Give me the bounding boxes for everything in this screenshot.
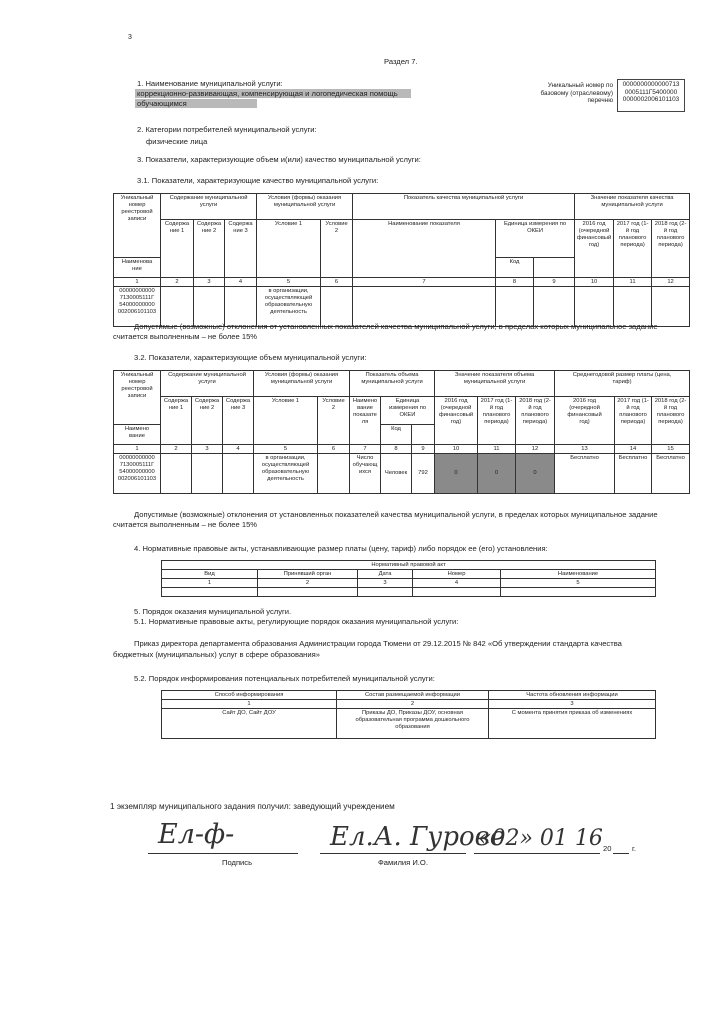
h-u2-l2: 2 bbox=[334, 227, 339, 234]
h2-y2018-l2: й год bbox=[528, 404, 542, 411]
h2-p2016-l1: 2016 год bbox=[573, 397, 597, 404]
h-unit-name-l2: ние bbox=[132, 265, 142, 272]
h-y2016 bbox=[575, 220, 614, 278]
num-cell: 3 bbox=[194, 278, 225, 287]
h2-name-l4: ля bbox=[361, 418, 369, 425]
num-cell: 14 bbox=[615, 445, 652, 454]
h-conditions-l1: Условия (формы) оказания bbox=[267, 194, 342, 201]
empty-cell bbox=[318, 454, 350, 494]
t4-row-method: Сайт ДО, Сайт ДОУ bbox=[162, 709, 337, 739]
h-content bbox=[161, 194, 257, 220]
h2-u2-l1: Условие bbox=[322, 397, 345, 404]
h2-y2017-l2: й год bbox=[489, 404, 504, 411]
year-line bbox=[613, 853, 629, 854]
h2-c2-l2: ние 2 bbox=[199, 404, 215, 411]
h2-unit-l2: измерения по bbox=[388, 404, 427, 411]
h2-c3-l1: Содержа bbox=[225, 397, 251, 404]
num-cell: 2 bbox=[161, 445, 192, 454]
h2-price-l1: Среднегодовой размер платы (цена, bbox=[572, 371, 672, 378]
row-condition-l1: в организации, bbox=[268, 287, 309, 294]
year-prefix: 20 bbox=[603, 844, 612, 853]
tolerance1-line2: считается выполненным – не более 15% bbox=[113, 332, 258, 341]
h-c2-l1: Содержа bbox=[196, 220, 222, 227]
num-cell: 4 bbox=[413, 579, 501, 588]
h2-p2017-l3: планового bbox=[619, 411, 647, 418]
unique-code-l2: 0005111Г5400000 bbox=[624, 88, 678, 96]
h2-y2016 bbox=[435, 397, 478, 445]
h2-content-l1: Содержание муниципальной bbox=[168, 371, 246, 378]
tolerance2-line1: Допустимые (возможные) отклонения от установленных показателей качества муниципальной услуги, в пределах которых муниципальное задание bbox=[134, 510, 658, 519]
h2-p2017-l4: периода) bbox=[620, 418, 646, 425]
h2-p2017-l1: 2017 год (1- bbox=[617, 397, 649, 404]
empty-cell bbox=[321, 287, 353, 327]
h-y2016-l3: финансовый bbox=[576, 234, 612, 241]
h-y2017-l3: планового bbox=[618, 234, 647, 241]
h-y2018-l4: периода) bbox=[658, 241, 683, 248]
empty-cell bbox=[575, 287, 614, 327]
year-suffix: г. bbox=[632, 844, 636, 853]
empty-cell bbox=[534, 287, 575, 327]
unique-code-box bbox=[617, 79, 685, 112]
consumers-label: 2. Категории потребителей муниципальной услуги: bbox=[137, 125, 317, 134]
empty-cell bbox=[501, 588, 656, 597]
h-unique-l1: Уникальный bbox=[120, 194, 154, 201]
h2-y2017-l4: периода) bbox=[484, 418, 509, 425]
table-row bbox=[162, 709, 656, 739]
section-title: Раздел 7. bbox=[384, 57, 418, 66]
t3-h-date: Дата bbox=[358, 570, 413, 579]
row2-p2016: Бесплатно bbox=[555, 454, 615, 494]
fee-acts-table bbox=[161, 560, 656, 597]
h-unit-name bbox=[114, 258, 161, 278]
t3-h-name: Наименование bbox=[501, 570, 656, 579]
h2-value bbox=[435, 371, 555, 397]
h2-y2017 bbox=[478, 397, 516, 445]
num-cell: 10 bbox=[575, 278, 614, 287]
empty-cell bbox=[358, 588, 413, 597]
service-name-line2: обучающимся bbox=[135, 99, 257, 108]
h-c3-l1: Содержа bbox=[228, 220, 253, 227]
h2-p2016-l2: (очередной bbox=[569, 404, 600, 411]
h2-p2018-l4: периода) bbox=[658, 418, 683, 425]
unique-code-label-l3: перечню bbox=[587, 97, 613, 105]
order-line1: Приказ директора департамента образования Администрации города Тюмени от 29.12.2015 № 842 «Об утверждении стандарта качества bbox=[134, 639, 622, 648]
table-row bbox=[162, 588, 656, 597]
h2-unique-l3: реестровой bbox=[121, 385, 153, 392]
unique-code-l3: 0000002006101103 bbox=[622, 96, 680, 104]
h2-conditions-l1: Условия (формы) оказания bbox=[264, 371, 339, 378]
empty-cell bbox=[161, 287, 194, 327]
t4-h-method: Способ информирования bbox=[162, 691, 337, 700]
h2-conditions bbox=[254, 371, 350, 397]
received-note: 1 экземпляр муниципального задания получил: заведующий учреждением bbox=[110, 802, 395, 811]
num-cell: 3 bbox=[489, 700, 656, 709]
row2-indicator bbox=[350, 454, 381, 494]
row-code-l3: 54000000000 bbox=[119, 301, 155, 308]
h2-c1 bbox=[161, 397, 192, 445]
h2-unique bbox=[114, 371, 161, 425]
h2-indicator bbox=[350, 371, 435, 397]
h-content-l1: Содержание муниципальной bbox=[169, 194, 248, 201]
h2-c2 bbox=[192, 397, 223, 445]
h-unit-code: Код bbox=[496, 258, 534, 278]
h-conditions bbox=[257, 194, 353, 220]
volume-table bbox=[113, 370, 690, 494]
h2-content bbox=[161, 371, 254, 397]
h2-unique-l1: Уникальный bbox=[120, 371, 154, 378]
row-code-l2: 7130005111Г bbox=[119, 294, 155, 301]
row2-code-l1: 00000000000 bbox=[119, 454, 155, 461]
h2-price bbox=[555, 371, 690, 397]
h2-price-l2: тариф) bbox=[612, 378, 632, 385]
num-cell: 2 bbox=[161, 278, 194, 287]
h2-unit-name-l1: Наимено bbox=[124, 425, 150, 432]
num-cell: 6 bbox=[318, 445, 350, 454]
tolerance2-line2: считается выполненным – не более 15% bbox=[113, 520, 258, 529]
unique-code-l1: 0000000000000713 bbox=[622, 81, 680, 88]
h2-y2018-l4: периода) bbox=[522, 418, 548, 425]
num-cell: 2 bbox=[337, 700, 489, 709]
h2-indicator-l1: Показатель объема bbox=[365, 371, 419, 378]
row2-indicator-l1: Число bbox=[356, 454, 374, 461]
h-c1-l1: Содержа bbox=[164, 220, 190, 227]
h2-p2018-l1: 2018 год (2- bbox=[654, 397, 687, 404]
num-cell: 7 bbox=[350, 445, 381, 454]
h2-value-l2: муниципальной услуги bbox=[463, 378, 526, 385]
num-cell: 5 bbox=[254, 445, 318, 454]
caption-signature: Подпись bbox=[222, 858, 253, 867]
h2-value-l1: Значение показателя объема bbox=[454, 371, 535, 378]
h2-unique-l2: номер bbox=[128, 378, 146, 385]
num-cell: 9 bbox=[534, 278, 575, 287]
date-line bbox=[474, 853, 600, 854]
num-cell: 8 bbox=[496, 278, 534, 287]
t4-row-content-l3: образования bbox=[395, 723, 430, 730]
row2-indicator-l2: обучающ bbox=[352, 461, 378, 468]
h-c1 bbox=[161, 220, 194, 278]
row2-condition-l3: образовательную bbox=[261, 468, 310, 475]
h2-unit-name-l2: вание bbox=[129, 432, 145, 439]
num-cell: 3 bbox=[358, 579, 413, 588]
service-name-line1: коррекционно-развивающая, компенсирующая и логопедическая помощь bbox=[135, 89, 411, 98]
h2-unit-name bbox=[114, 425, 161, 445]
num-cell: 6 bbox=[321, 278, 353, 287]
procedure-acts-label: 5.1. Нормативные правовые акты, регулирующие порядок оказания муниципальной услуги: bbox=[134, 617, 459, 626]
row2-indicator-l3: ихся bbox=[358, 468, 372, 475]
service-name-label: 1. Наименование муниципальной услуги: bbox=[137, 79, 283, 88]
t4-h-frequency: Частота обновления информации bbox=[489, 691, 656, 700]
t4-row-frequency: С момента принятия приказа об изменениях bbox=[489, 709, 656, 739]
indicators-label: 3. Показатели, характеризующие объем и(или) качество муниципальной услуги: bbox=[137, 155, 421, 164]
h2-name-l1: Наимено bbox=[352, 397, 378, 404]
h2-y2017-l3: планового bbox=[482, 411, 511, 418]
row-code-l4: 002006101103 bbox=[117, 308, 157, 315]
h-c2-l2: ние 2 bbox=[201, 227, 217, 234]
h-unique-l4: записи bbox=[127, 215, 147, 222]
h-y2017-l4: периода) bbox=[620, 241, 645, 248]
row2-v2017: 0 bbox=[478, 454, 516, 494]
h2-name-l2: вание bbox=[357, 404, 373, 411]
h2-y2016-l4: год) bbox=[450, 418, 462, 425]
h2-c3-l2: ние 3 bbox=[230, 404, 246, 411]
row2-condition-l2: осуществляющей bbox=[261, 461, 310, 468]
h2-c1-l1: Содержа bbox=[163, 397, 189, 404]
t3-h-organ: Принявший орган bbox=[258, 570, 358, 579]
h2-y2018-l3: планового bbox=[521, 411, 549, 418]
empty-cell bbox=[496, 287, 534, 327]
h2-c3 bbox=[223, 397, 254, 445]
row-condition-l2: осуществляющей bbox=[264, 294, 313, 301]
h2-p2018 bbox=[652, 397, 690, 445]
unique-code-label-l1: Уникальный номер по bbox=[547, 82, 613, 89]
h2-conditions-l2: муниципальной услуги bbox=[270, 378, 333, 385]
num-cell: 15 bbox=[652, 445, 690, 454]
t4-row-content-l1: Приказы ДО, Приказы ДОУ, основная bbox=[361, 709, 464, 716]
h2-u1: Условие 1 bbox=[254, 397, 318, 445]
num-cell: 1 bbox=[162, 579, 258, 588]
num-cell: 8 bbox=[381, 445, 412, 454]
empty-cell bbox=[161, 454, 192, 494]
num-cell: 12 bbox=[516, 445, 555, 454]
h2-unit-l3: ОКЕИ bbox=[399, 411, 416, 418]
num-cell: 9 bbox=[412, 445, 435, 454]
caption-name: Фамилия И.О. bbox=[378, 858, 428, 867]
volume-indicators-label: 3.2. Показатели, характеризующие объем муниципальной услуги: bbox=[134, 353, 367, 362]
row-code-l1: 00000000000 bbox=[119, 287, 155, 294]
h-content-l2: услуги bbox=[199, 201, 218, 208]
h-name: Наименование показателя bbox=[353, 220, 496, 278]
h-y2018-l2: й год bbox=[663, 227, 678, 234]
h-u2 bbox=[321, 220, 353, 278]
h-conditions-l2: муниципальной услуги bbox=[273, 201, 336, 208]
t4-row-content bbox=[337, 709, 489, 739]
table-row bbox=[114, 287, 690, 327]
empty-cell bbox=[192, 454, 223, 494]
h-c1-l2: ние 1 bbox=[169, 227, 185, 234]
h-y2018 bbox=[652, 220, 690, 278]
h2-p2018-l3: планового bbox=[656, 411, 685, 418]
h2-c2-l1: Содержа bbox=[194, 397, 220, 404]
h2-unit bbox=[381, 397, 435, 425]
h-y2017-l2: й год bbox=[625, 227, 640, 234]
num-cell: 12 bbox=[652, 278, 690, 287]
row2-condition bbox=[254, 454, 318, 494]
empty-cell bbox=[258, 588, 358, 597]
h-unique-l2: номер bbox=[128, 201, 146, 208]
row2-code bbox=[114, 454, 161, 494]
h2-u2-l2: 2 bbox=[331, 404, 336, 411]
h2-p2016 bbox=[555, 397, 615, 445]
empty-cell bbox=[225, 287, 257, 327]
num-cell: 11 bbox=[478, 445, 516, 454]
h2-p2018-l2: й год bbox=[663, 404, 678, 411]
row-condition-l4: деятельность bbox=[270, 308, 307, 315]
h2-y2017-l1: 2017 год (1- bbox=[480, 397, 513, 404]
num-cell: 7 bbox=[353, 278, 496, 287]
h2-unit-l1: Единица bbox=[395, 397, 420, 404]
h-y2016-l4: год) bbox=[588, 241, 600, 248]
empty-cell bbox=[194, 287, 225, 327]
t4-h-content: Состав размещаемой информации bbox=[337, 691, 489, 700]
table-row bbox=[114, 454, 690, 494]
h2-name-l3: показате bbox=[353, 411, 377, 418]
h2-c1-l2: ние 1 bbox=[168, 404, 184, 411]
h2-unique-l4: записи bbox=[127, 392, 147, 399]
h2-y2018-l1: 2018 год (2- bbox=[519, 397, 551, 404]
num-cell: 1 bbox=[162, 700, 337, 709]
procedure-label: 5. Порядок оказания муниципальной услуги. bbox=[134, 607, 292, 616]
row2-condition-l4: деятельность bbox=[267, 475, 304, 482]
h2-p2017 bbox=[615, 397, 652, 445]
signature-line bbox=[148, 853, 298, 854]
h-c2 bbox=[194, 220, 225, 278]
empty-cell bbox=[353, 287, 496, 327]
h2-y2016-l1: 2016 год bbox=[444, 397, 468, 404]
h-c3-l2: ние 3 bbox=[233, 227, 248, 234]
quality-indicators-label: 3.1. Показатели, характеризующие качество муниципальной услуги: bbox=[137, 176, 379, 185]
empty-cell bbox=[614, 287, 652, 327]
row2-code-l2: 7130005111Г bbox=[119, 461, 155, 468]
h-unit-l2: ОКЕИ bbox=[527, 227, 543, 234]
h-y2016-l2: (очередной bbox=[578, 227, 610, 234]
h-value-l2: муниципальной услуги bbox=[601, 201, 663, 208]
tolerance1-line1: Допустимые (возможные) отклонения от установленных показателей качества муниципальной услуги, в пределах которых муниципальное задание bbox=[134, 322, 658, 331]
h-u1: Условие 1 bbox=[257, 220, 321, 278]
empty-cell bbox=[413, 588, 501, 597]
h-y2017 bbox=[614, 220, 652, 278]
h-unit-l1: Единица измерения по bbox=[503, 220, 567, 227]
h2-p2016-l3: финансовый bbox=[567, 411, 602, 418]
handwritten-date: «02» 01 16 bbox=[478, 826, 603, 851]
h-unique bbox=[114, 194, 161, 258]
h2-y2018 bbox=[516, 397, 555, 445]
num-cell: 4 bbox=[223, 445, 254, 454]
t3-h-number: Номер bbox=[413, 570, 501, 579]
num-cell: 3 bbox=[192, 445, 223, 454]
h-y2016-l1: 2016 год bbox=[582, 220, 606, 227]
unique-code-label-l2: базовому (отраслевому) bbox=[540, 89, 613, 97]
h2-p2016-l4: год) bbox=[579, 418, 590, 425]
h2-unit-code: Код bbox=[381, 425, 412, 445]
empty-cell bbox=[162, 588, 258, 597]
h-y2018-l1: 2018 год (2- bbox=[654, 220, 687, 227]
h2-content-l2: услуги bbox=[198, 378, 216, 385]
h2-indicator-l2: муниципальной услуги bbox=[361, 378, 423, 385]
num-cell: 4 bbox=[225, 278, 257, 287]
empty-cell bbox=[652, 287, 690, 327]
h-unit bbox=[496, 220, 575, 258]
unique-code-label bbox=[533, 82, 613, 105]
h2-p2017-l2: й год bbox=[626, 404, 640, 411]
h-u2-l1: Условие bbox=[325, 220, 348, 227]
information-table bbox=[161, 690, 656, 739]
information-label: 5.2. Порядок информирования потенциальных потребителей муниципальной услуги: bbox=[134, 674, 435, 683]
h2-u2 bbox=[318, 397, 350, 445]
h-unit-name-l1: Наименова bbox=[121, 258, 153, 265]
row2-p2017: Бесплатно bbox=[615, 454, 652, 494]
row-condition bbox=[257, 287, 321, 327]
name-line bbox=[320, 853, 466, 854]
num-cell: 2 bbox=[258, 579, 358, 588]
row2-p2018: Бесплатно bbox=[652, 454, 690, 494]
t3-h-kind: Вид bbox=[162, 570, 258, 579]
num-cell: 13 bbox=[555, 445, 615, 454]
fee-acts-label: 4. Нормативные правовые акты, устанавливающие размер платы (цену, тариф) либо порядок ее (его) установления: bbox=[134, 544, 548, 553]
row2-code-l4: 002006101103 bbox=[117, 475, 157, 482]
consumers-value: физические лица bbox=[146, 137, 208, 146]
h-y2018-l3: планового bbox=[656, 234, 685, 241]
h2-name bbox=[350, 397, 381, 445]
page-mark: 3 bbox=[128, 34, 132, 41]
row2-code-l3: 54000000000 bbox=[119, 468, 155, 475]
row2-okei: 792 bbox=[412, 454, 435, 494]
empty-cell bbox=[223, 454, 254, 494]
handwritten-name: Ел.А. Гурове bbox=[330, 822, 506, 852]
t4-row-content-l2: образовательная программа дошкольного bbox=[355, 716, 470, 723]
row2-condition-l1: в организации, bbox=[265, 454, 306, 461]
num-cell: 5 bbox=[501, 579, 656, 588]
row2-v2018: 0 bbox=[516, 454, 555, 494]
h-value-l1: Значение показателя качества bbox=[590, 194, 674, 201]
num-cell: 5 bbox=[257, 278, 321, 287]
row-condition-l3: образовательную bbox=[264, 301, 313, 308]
h-value bbox=[575, 194, 690, 220]
row2-v2016: 0 bbox=[435, 454, 478, 494]
h-c3 bbox=[225, 220, 257, 278]
num-cell: 1 bbox=[114, 445, 161, 454]
num-cell: 10 bbox=[435, 445, 478, 454]
quality-table bbox=[113, 193, 690, 327]
h-unique-l3: реестровой bbox=[121, 208, 153, 215]
row2-unit: Человек bbox=[381, 454, 412, 494]
handwritten-signature: Ел-ф- bbox=[158, 819, 235, 850]
h2-y2016-l3: финансовый bbox=[438, 411, 474, 418]
order-line2: бюджетных (муниципальных) услуг в сфере образования» bbox=[113, 650, 320, 659]
row-code bbox=[114, 287, 161, 327]
h-y2017-l1: 2017 год (1- bbox=[616, 220, 649, 227]
h-indicator: Показатель качества муниципальной услуги bbox=[353, 194, 575, 220]
h2-y2016-l2: (очередной bbox=[440, 404, 472, 411]
t3-title: Нормативный правовой акт bbox=[162, 561, 656, 570]
num-cell: 1 bbox=[114, 278, 161, 287]
num-cell: 11 bbox=[614, 278, 652, 287]
